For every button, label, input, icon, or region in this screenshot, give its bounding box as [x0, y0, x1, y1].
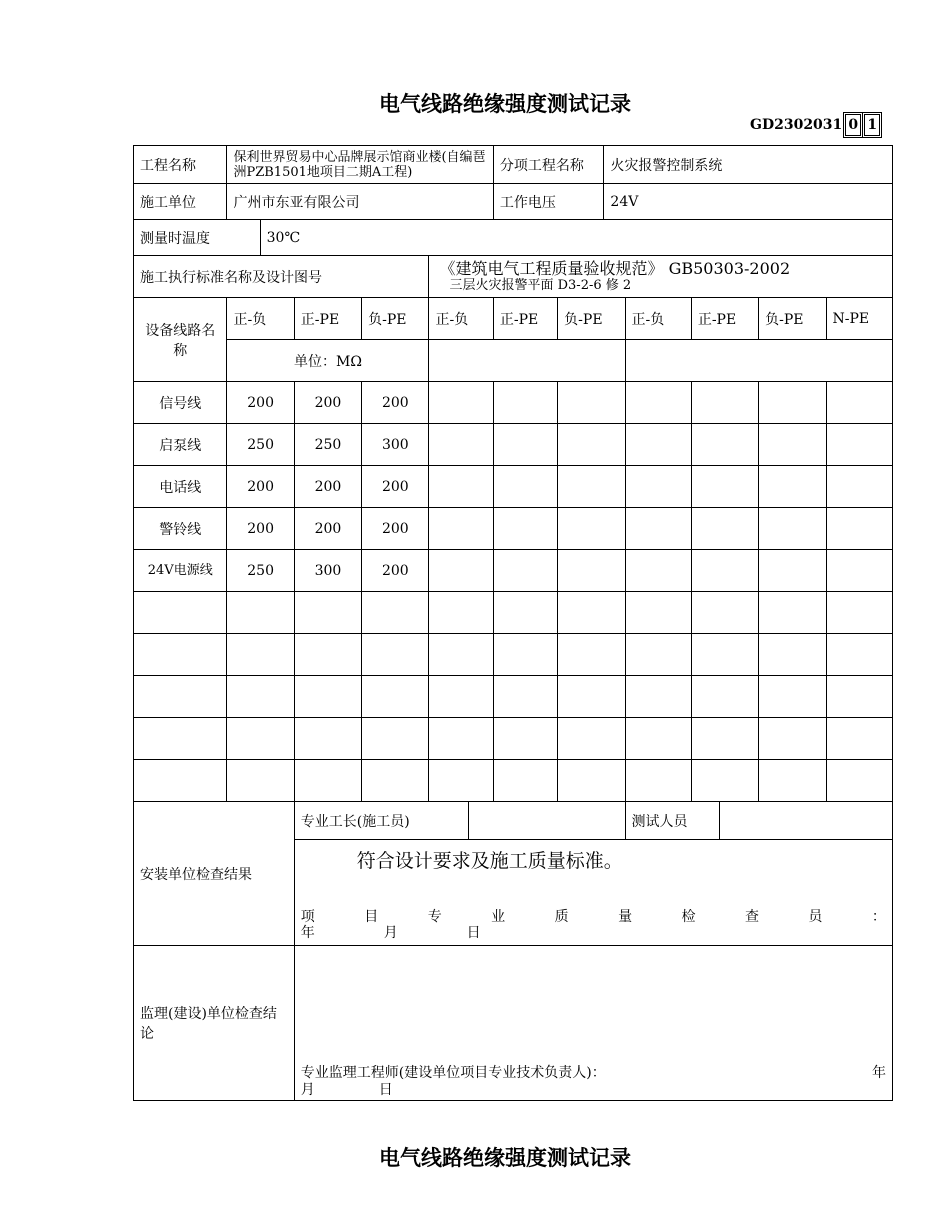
- value-cell: 200: [294, 382, 361, 424]
- standard-value-line-1: 《建筑电气工程质量验收规范》 GB50303-2002: [439, 259, 791, 278]
- project-name-label: 工程名称: [134, 146, 227, 184]
- empty-row: [134, 760, 893, 802]
- column-header: 正-负: [625, 298, 691, 340]
- sub-project-label: 分项工程名称: [493, 146, 604, 184]
- temperature-label: 测量时温度: [134, 220, 261, 256]
- construction-unit-value: 广州市东亚有限公司: [227, 184, 493, 220]
- install-result: 符合设计要求及施工质量标准。: [356, 850, 623, 872]
- value-cell: 200: [362, 508, 429, 550]
- value-cell: 200: [294, 466, 361, 508]
- temperature-value: 30℃: [260, 220, 892, 256]
- unit-blank: [429, 340, 625, 382]
- install-result-cell: [294, 840, 892, 946]
- column-header: 负-PE: [759, 298, 826, 340]
- supervision-label: 监理(建设)单位检查结论: [134, 946, 295, 1101]
- value-cell: 250: [294, 424, 361, 466]
- value-cell: 200: [227, 466, 294, 508]
- table-row: [134, 550, 893, 592]
- column-header: 负-PE: [558, 298, 625, 340]
- empty-row: [134, 592, 893, 634]
- value-cell: 200: [362, 550, 429, 592]
- supervision-cell: [294, 946, 892, 1101]
- install-date: 年 月 日: [300, 925, 481, 941]
- device-name: 警铃线: [134, 508, 227, 550]
- value-cell: 250: [227, 550, 294, 592]
- standard-value-line-2: 三层火灾报警平面 D3-2-6 修 2: [449, 278, 632, 293]
- working-voltage-label: 工作电压: [493, 184, 604, 220]
- tester-label: 测试人员: [625, 802, 719, 840]
- table-row: [134, 382, 893, 424]
- supervision-date: 月 日: [300, 1082, 393, 1098]
- column-header: 正-负: [429, 298, 493, 340]
- empty-row: [134, 676, 893, 718]
- device-name: 电话线: [134, 466, 227, 508]
- column-header: N-PE: [826, 298, 893, 340]
- device-name: 信号线: [134, 382, 227, 424]
- value-cell: 200: [362, 382, 429, 424]
- value-cell: 200: [362, 466, 429, 508]
- device-header: 设备线路名称: [134, 298, 227, 382]
- value-cell: 300: [362, 424, 429, 466]
- page-title: 电气线路绝缘强度测试记录: [379, 91, 631, 116]
- standard-label: 施工执行标准名称及设计图号: [134, 256, 429, 298]
- device-name: 启泵线: [134, 424, 227, 466]
- value-cell: 250: [227, 424, 294, 466]
- table-row: [134, 508, 893, 550]
- value-cell: 300: [294, 550, 361, 592]
- foreman-signature: [468, 802, 625, 840]
- value-cell: 200: [227, 382, 294, 424]
- column-header: 正-PE: [493, 298, 557, 340]
- column-header: 正-PE: [294, 298, 361, 340]
- column-header: 正-负: [227, 298, 294, 340]
- empty-row: [134, 634, 893, 676]
- project-name-value: 保利世界贸易中心品牌展示馆商业楼(自编琶洲PZB1501地项目二期A工程): [227, 146, 493, 184]
- standard-value: [429, 256, 893, 298]
- value-cell: 200: [227, 508, 294, 550]
- record-table: [133, 145, 893, 1101]
- install-check-label: 安装单位检查结果: [134, 802, 295, 946]
- column-header: 负-PE: [362, 298, 429, 340]
- column-header: 正-PE: [691, 298, 758, 340]
- inspector-line: 项 目 专 业 质 量 检 查 员 ：: [300, 909, 886, 925]
- unit-blank: [625, 340, 893, 382]
- engineer-line: 专业监理工程师(建设单位项目专业技术负责人)： 年: [300, 1065, 886, 1081]
- device-name: 24V电源线: [134, 550, 227, 592]
- table-row: [134, 424, 893, 466]
- value-cell: 200: [294, 508, 361, 550]
- table-row: [134, 466, 893, 508]
- record-code-box-1: 0: [845, 114, 861, 136]
- record-code-number: GD2302031: [750, 117, 843, 133]
- tester-signature: [719, 802, 892, 840]
- foreman-label: 专业工长(施工员): [294, 802, 468, 840]
- record-code: [750, 114, 880, 136]
- record-code-box-2: 1: [864, 114, 880, 136]
- empty-row: [134, 718, 893, 760]
- unit-label: 单位：MΩ: [227, 340, 429, 382]
- construction-unit-label: 施工单位: [134, 184, 227, 220]
- sub-project-value: 火灾报警控制系统: [604, 146, 893, 184]
- working-voltage-value: 24V: [604, 184, 893, 220]
- page-title-repeat: 电气线路绝缘强度测试记录: [379, 1145, 631, 1170]
